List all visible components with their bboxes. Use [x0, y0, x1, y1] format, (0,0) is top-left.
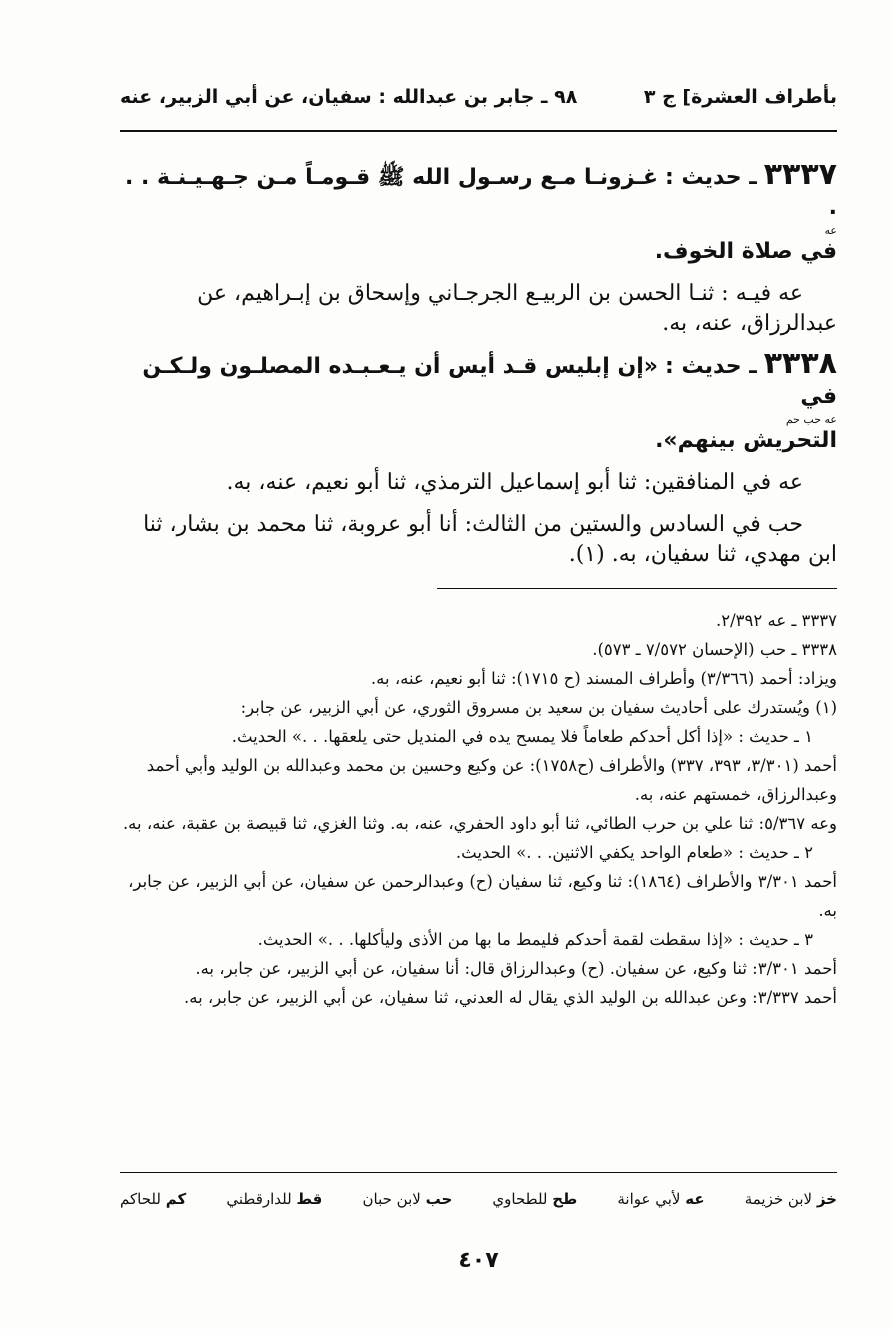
footnotes: [120, 606, 837, 1012]
footnote: أحمد (٣/٣٠١، ٣٩٣، ٣٣٧) والأطراف (ح١٧٥٨): عن وكيع وحسين بن محمد وعبدالله بن الوليد وأبي أحمد وعبدالرزاق، خمستهم عنه، به.: [146, 756, 837, 804]
header-rule: [120, 130, 837, 132]
footnote: ٢ ـ حديث : «طعام الواحد يكفي الاثنين. . .» الحديث.: [455, 843, 813, 862]
running-header: [120, 80, 837, 120]
hadith-text-continued: التحريش بينهم».: [655, 428, 837, 453]
chain-of-narration: عه فيـه : ثنـا الحسن بن الربيـع الجرجـاني وإسحاق بن إبـراهيم، عن عبدالرزاق، عنه، به.: [197, 281, 837, 336]
hadith-text-continued: في صلاة الخوف.: [654, 239, 837, 264]
footnote: أحمد ٣/٣٠١ والأطراف (١٨٦٤): ثنا وكيع، ثنا سفيان (ح) وعبدالرحمن عن سفيان، عن أبي الزبير، عن جابر، به.: [128, 872, 837, 920]
footnote: ويزاد: أحمد (٣/٣٦٦) وأطراف المسند (ح ١٧١٥): ثنا أبو نعيم، عنه، به.: [370, 669, 837, 688]
footnote: ١ ـ حديث : «إذا أكل أحدكم طعاماً فلا يمسح يده في المنديل حتى يلعقها. . .» الحديث.: [231, 727, 813, 746]
hadith-text: «إن إبليس قـد أيس أن يـعـبـده المصلـون ولـكـن في: [142, 354, 837, 409]
header-left: ٩٨ ـ جابر بن عبدالله : سفيان، عن أبي الزبير، عنه: [120, 86, 578, 108]
header-right: بأطراف العشرة] ج ٣: [643, 86, 837, 108]
hadith-number: ٣٣٣٨: [763, 346, 837, 381]
footnote: (١) ويُستدرك على أحاديث سفيان بن سعيد بن مسروق الثوري، عن أبي الزبير، عن جابر:: [240, 698, 837, 717]
chain-of-narration: حب في السادس والستين من الثالث: أنا أبو عروبة، ثنا محمد بن بشار، ثنا ابن مهدي، ثنا سفيان، به. (١).: [143, 512, 837, 567]
footnote: ٣ ـ حديث : «إذا سقطت لقمة أحدكم فليمط ما بها من الأذى وليأكلها. . .» الحديث.: [257, 930, 813, 949]
abbreviation-legend: [120, 1190, 837, 1208]
hadith-sigla: عه: [824, 224, 837, 237]
legend-rule: [120, 1172, 837, 1173]
hadith-entry-3338: [120, 346, 837, 570]
footnote: أحمد ٣/٣٠١: ثنا وكيع، عن سفيان. (ح) وعبدالرزاق قال: أنا سفيان، عن أبي الزبير، عن جابر، به.: [195, 959, 837, 978]
hadith-entry-3337: [120, 157, 837, 339]
legend-item: طح للطحاوي: [492, 1190, 578, 1208]
legend-item: كم للحاكم: [120, 1190, 187, 1208]
footnote-rule: [437, 588, 837, 589]
hadith-label: ـ حديث :: [665, 165, 757, 190]
hadith-number: ٣٣٣٧: [763, 157, 837, 192]
page-number: ٤٠٧: [458, 1248, 499, 1273]
main-text: [120, 157, 837, 570]
legend-item: قط للدارقطني: [226, 1190, 323, 1208]
footnote: ٣٣٣٨ ـ حب (الإحسان ٧/٥٧٢ ـ ٥٧٣).: [592, 640, 837, 659]
legend-item: عه لأبي عوانة: [617, 1190, 705, 1208]
footnote: وعه ٥/٣٦٧: ثنا علي بن حرب الطائي، ثنا أبو داود الحفري، عنه، به. وثنا الغزي، ثنا قبيصة بن عقبة، عنه، به.: [122, 814, 837, 833]
hadith-label: ـ حديث :: [665, 354, 757, 379]
legend-item: حب لابن حبان: [362, 1190, 453, 1208]
legend-item: خز لابن خزيمة: [744, 1190, 837, 1208]
footnote: ٣٣٣٧ ـ عه ٢/٣٩٢.: [716, 611, 837, 630]
hadith-text: غـزونـا مـع رسـول الله ﷺ قـومـاً مـن جـهـيـنـة . . .: [125, 165, 837, 220]
footnote: أحمد ٣/٣٣٧: وعن عبدالله بن الوليد الذي يقال له العدني، ثنا سفيان، عن أبي الزبير، عن جابر، به.: [184, 988, 837, 1007]
chain-of-narration: عه في المنافقين: ثنا أبو إسماعيل الترمذي، ثنا أبو نعيم، عنه، به.: [226, 470, 803, 495]
hadith-sigla: عه حب حم: [785, 413, 837, 426]
